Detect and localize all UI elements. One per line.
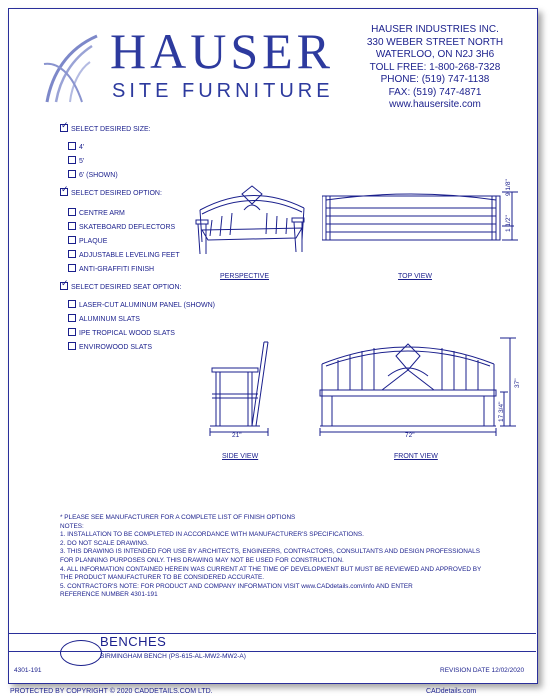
company-fax: FAX: (519) 747-4871 bbox=[388, 86, 482, 98]
dim-front-width: 72" bbox=[405, 432, 415, 439]
title-divider bbox=[8, 633, 536, 634]
company-city: WATERLOO, ON N2J 3H6 bbox=[375, 49, 495, 60]
option-anti-graffiti[interactable]: ANTI-GRAFFITI FINISH bbox=[68, 264, 154, 273]
notes-heading: NOTES: bbox=[60, 522, 84, 530]
option-heading[interactable]: ✓ SELECT DESIRED OPTION: bbox=[61, 184, 162, 197]
dim-side-depth: 21" bbox=[232, 432, 242, 439]
checkbox-option[interactable] bbox=[60, 184, 69, 196]
copyright-text: PROTECTED BY COPYRIGHT © 2020 CADDETAILS.COM LTD. bbox=[10, 688, 213, 695]
notes-intro: * PLEASE SEE MANUFACTURER FOR A COMPLETE LIST OF FINISH OPTIONS bbox=[60, 514, 296, 521]
note-line: THE PRODUCT MANUFACTURER TO BE CONSIDERED ACCURATE. bbox=[60, 574, 265, 582]
seat-laser-cut[interactable]: LASER-CUT ALUMINUM PANEL (SHOWN) bbox=[68, 300, 215, 309]
label-front-view: FRONT VIEW bbox=[394, 453, 438, 460]
option-centre-arm[interactable]: CENTRE ARM bbox=[68, 208, 125, 217]
checkbox-size[interactable] bbox=[60, 120, 69, 132]
sheet-number: 4301-191 bbox=[14, 667, 42, 674]
note-line: 1. INSTALLATION TO BE COMPLETED IN ACCORDANCE WITH MANUFACTURER'S SPECIFICATIONS. bbox=[60, 531, 364, 539]
note-line: 2. DO NOT SCALE DRAWING. bbox=[60, 539, 149, 547]
front-view-drawing bbox=[318, 336, 524, 440]
dim-top-slat: 1 1/2" bbox=[505, 215, 512, 232]
company-name: HAUSER INDUSTRIES INC. bbox=[371, 24, 499, 35]
brand-tagline: SITE FURNITURE bbox=[112, 80, 334, 102]
company-street: 330 WEBER STREET NORTH bbox=[366, 36, 504, 48]
drawing-subtitle: BIRMINGHAM BENCH (PS-615-AL-MW2-MW2-A) bbox=[100, 653, 246, 660]
seat-aluminum-slats[interactable]: ALUMINUM SLATS bbox=[68, 314, 140, 323]
note-line: 3. THIS DRAWING IS INTENDED FOR USE BY ARCHITECTS, ENGINEERS, CONTRACTORS, CONSULTANTS AND DESIGN PROFESSIONALS bbox=[60, 548, 480, 556]
check-icon: ✓ bbox=[61, 184, 69, 194]
note-line: 4. ALL INFORMATION CONTAINED HEREIN WAS CURRENT AT THE TIME OF DEVELOPMENT BUT MUST BE REVIEWED AND APPROVED BY bbox=[60, 565, 482, 573]
label-perspective: PERSPECTIVE bbox=[220, 273, 270, 280]
note-line: 5. CONTRACTOR'S NOTE: FOR PRODUCT AND COMPANY INFORMATION VISIT www.CADdetails.com/info AND ENTER bbox=[60, 582, 413, 590]
size-heading[interactable]: ✓ SELECT DESIRED SIZE: bbox=[61, 120, 151, 133]
size-option-6[interactable]: 6' (SHOWN) bbox=[68, 170, 118, 179]
revision-date: REVISION DATE 12/02/2020 bbox=[440, 667, 525, 674]
option-leveling-feet[interactable]: ADJUSTABLE LEVELING FEET bbox=[68, 250, 180, 259]
option-skateboard-deflectors[interactable]: SKATEBOARD DEFLECTORS bbox=[68, 222, 175, 231]
dim-front-seat: 17 3/4" bbox=[498, 401, 505, 422]
checkbox-seat[interactable] bbox=[60, 278, 69, 290]
company-info bbox=[340, 24, 530, 112]
side-view-drawing bbox=[208, 336, 280, 440]
dim-front-height: 37" bbox=[514, 378, 521, 388]
top-view-drawing bbox=[322, 190, 522, 250]
perspective-drawing bbox=[192, 180, 312, 260]
notes-block bbox=[60, 514, 510, 600]
caddetails-link[interactable]: CADdetails.com bbox=[426, 688, 477, 695]
option-plaque[interactable]: PLAQUE bbox=[68, 236, 107, 245]
brand-name: HAUSER bbox=[110, 23, 335, 79]
seat-envirowood[interactable]: ENVIROWOOD SLATS bbox=[68, 342, 152, 351]
hauser-logo-icon bbox=[42, 34, 102, 104]
size-option-5[interactable]: 5' bbox=[68, 156, 84, 165]
company-website: www.hausersite.com bbox=[389, 99, 481, 110]
drawing-title: BENCHES bbox=[100, 634, 167, 649]
check-icon: ✓ bbox=[61, 278, 69, 288]
seat-ipe-wood[interactable]: IPE TROPICAL WOOD SLATS bbox=[68, 328, 175, 337]
seat-heading[interactable]: ✓ SELECT DESIRED SEAT OPTION: bbox=[61, 278, 182, 291]
size-option-4[interactable]: 4' bbox=[68, 142, 84, 151]
dim-top-depth: 9 1/8" bbox=[505, 179, 512, 196]
section-circle-icon bbox=[60, 640, 102, 666]
label-top-view: TOP VIEW bbox=[398, 273, 432, 280]
company-tollfree: TOLL FREE: 1-800-268-7328 bbox=[369, 61, 501, 73]
note-line: FOR PLANNING PURPOSES ONLY. THIS DRAWING MAY NOT BE USED FOR CONSTRUCTION. bbox=[60, 556, 344, 564]
check-icon: ✓ bbox=[61, 120, 69, 130]
company-phone: PHONE: (519) 747-1138 bbox=[380, 74, 490, 85]
label-side-view: SIDE VIEW bbox=[222, 453, 259, 460]
note-line: REFERENCE NUMBER 4301-191 bbox=[60, 591, 158, 599]
